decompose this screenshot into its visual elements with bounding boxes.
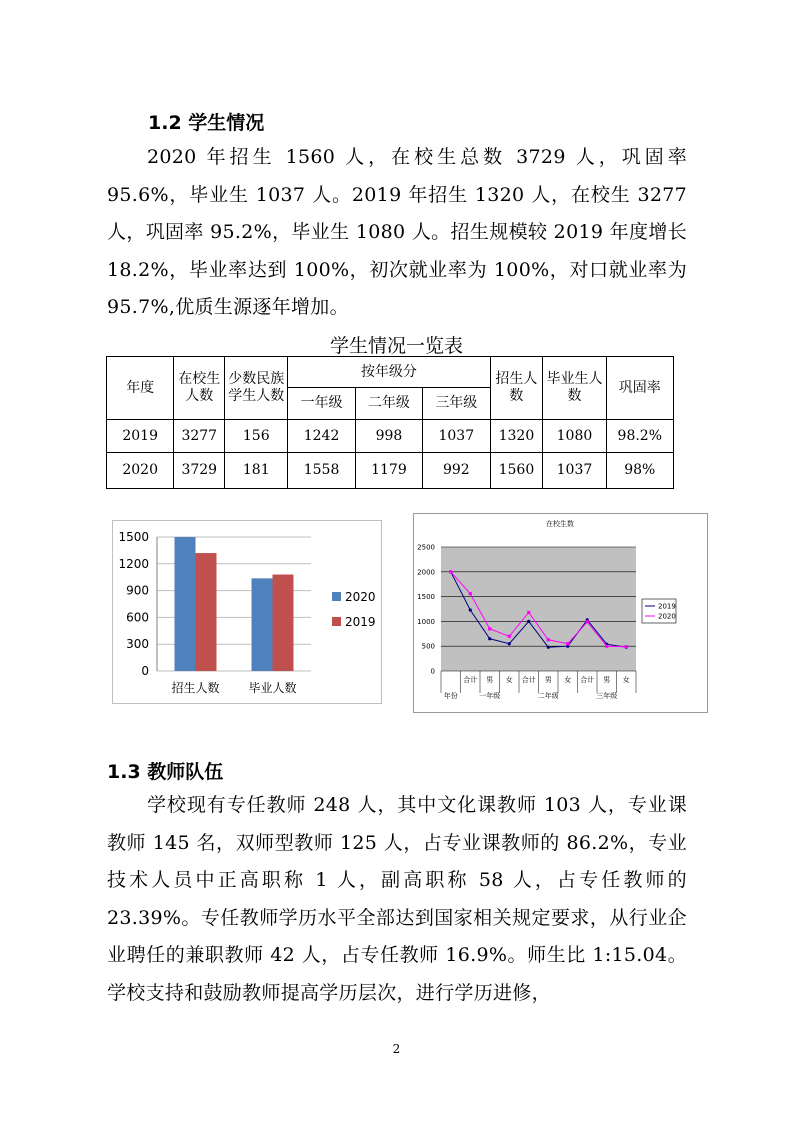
cell: 1558 bbox=[288, 453, 355, 489]
th-graduates: 毕业生人数 bbox=[543, 357, 606, 420]
bar-chart-frame bbox=[112, 520, 382, 704]
y-tick-label: 2000 bbox=[417, 568, 435, 577]
point-2020 bbox=[469, 592, 472, 595]
students-paragraph: 2020 年招生 1560 人，在校生总数 3729 人，巩固率 95.6%，毕业生 1037 人。2019 年招生 1320 人，在校生 3277 人，巩固率 95.2%，毕业生 1080 人。招生规模较 2019 年度增长 18.2%，毕业率达到 100%，初次就业率为 100%，对口就业率为 95.7%,优质生源逐年增加。 bbox=[107, 146, 687, 318]
y-tick-label: 1500 bbox=[417, 593, 435, 602]
x-tick-label: 女 bbox=[622, 676, 630, 684]
legend-swatch bbox=[332, 617, 341, 626]
cell: 181 bbox=[225, 453, 288, 489]
cell: 156 bbox=[225, 420, 288, 453]
th-enrolled: 在校生人数 bbox=[174, 357, 225, 420]
point-2019 bbox=[469, 608, 472, 611]
x-tick-label: 年份 bbox=[443, 692, 458, 700]
y-tick-label: 0 bbox=[141, 664, 149, 678]
bar-2019 bbox=[273, 575, 294, 671]
section-heading-students: 1.2 学生情况 bbox=[148, 112, 265, 134]
y-tick-label: 900 bbox=[126, 583, 149, 598]
th-admitted: 招生人数 bbox=[490, 357, 543, 420]
cell: 3729 bbox=[174, 453, 225, 489]
x-tick-label: 男 bbox=[486, 676, 494, 684]
x-group-label: 一年级 bbox=[479, 692, 501, 700]
point-2020 bbox=[508, 635, 511, 638]
point-2019 bbox=[527, 620, 530, 623]
teachers-paragraph: 学校现有专任教师 248 人，其中文化课教师 103 人，专业课教师 145 名，双师型教师 125 人，占专业课教师的 86.2%，专业技术人员中正高职称 1 人，副高职称 58 人，占专任教师的 23.39%。专任教师学历水平全部达到国家相关规定要求，从行业企业聘任的兼职教师 42 人，占专任教师 16.9%。师生比 1:15.04。学校支持和鼓励教师提高学历层次，进行学历进修， bbox=[107, 794, 687, 1004]
line-chart-frame bbox=[413, 513, 708, 713]
point-2019 bbox=[508, 642, 511, 645]
bar-2020 bbox=[175, 537, 196, 671]
x-tick-label: 男 bbox=[603, 676, 611, 684]
th-by-grade: 按年级分 bbox=[288, 357, 490, 388]
point-2020 bbox=[547, 638, 550, 641]
y-tick-label: 500 bbox=[421, 642, 435, 651]
x-group-label: 三年级 bbox=[596, 692, 618, 700]
y-tick-label: 1000 bbox=[417, 617, 435, 626]
cell: 1242 bbox=[288, 420, 355, 453]
legend-label: 2020 bbox=[658, 612, 676, 621]
page-number: 2 bbox=[392, 1042, 401, 1056]
x-group-label: 二年级 bbox=[537, 692, 559, 700]
point-2020 bbox=[586, 620, 589, 623]
y-tick-label: 1500 bbox=[118, 530, 149, 544]
students-table bbox=[106, 356, 674, 489]
cell: 998 bbox=[355, 420, 422, 453]
legend-swatch bbox=[332, 592, 341, 601]
y-tick-label: 600 bbox=[126, 610, 149, 625]
th-grade3: 三年级 bbox=[423, 388, 490, 420]
chart-title: 在校生数 bbox=[546, 520, 574, 528]
th-retention: 巩固率 bbox=[606, 357, 673, 420]
section-heading-teachers: 1.3 教师队伍 bbox=[107, 761, 224, 783]
legend-label: 2019 bbox=[658, 602, 676, 611]
x-tick-label: 女 bbox=[564, 676, 572, 684]
cell: 1080 bbox=[543, 420, 606, 453]
x-tick-label: 合计 bbox=[580, 676, 595, 684]
cell: 2019 bbox=[107, 420, 174, 453]
line-chart bbox=[414, 514, 707, 712]
cell: 98% bbox=[606, 453, 673, 489]
table-row bbox=[107, 420, 674, 453]
cell: 992 bbox=[423, 453, 490, 489]
y-tick-label: 0 bbox=[430, 667, 435, 676]
cell: 1560 bbox=[490, 453, 543, 489]
th-minority: 少数民族学生人数 bbox=[225, 357, 288, 420]
cell: 98.2% bbox=[606, 420, 673, 453]
th-grade2: 二年级 bbox=[355, 388, 422, 420]
point-2020 bbox=[605, 645, 608, 648]
y-tick-label: 2500 bbox=[417, 543, 435, 552]
point-2019 bbox=[547, 646, 550, 649]
x-tick-label: 招生人数 bbox=[171, 681, 220, 695]
bar-chart bbox=[113, 521, 381, 703]
cell: 1320 bbox=[490, 420, 543, 453]
cell: 2020 bbox=[107, 453, 174, 489]
x-tick-label: 合计 bbox=[521, 676, 536, 684]
bar-2019 bbox=[196, 553, 217, 671]
point-2020 bbox=[488, 627, 491, 630]
th-year: 年度 bbox=[107, 357, 174, 420]
table-caption: 学生情况一览表 bbox=[329, 335, 463, 357]
legend-label: 2019 bbox=[345, 615, 376, 629]
point-2020 bbox=[625, 645, 628, 648]
y-tick-label: 300 bbox=[126, 637, 149, 652]
cell: 1037 bbox=[423, 420, 490, 453]
cell: 1179 bbox=[355, 453, 422, 489]
x-tick-label: 毕业人数 bbox=[248, 681, 297, 695]
point-2020 bbox=[449, 570, 452, 573]
point-2019 bbox=[488, 637, 491, 640]
x-tick-label: 男 bbox=[544, 676, 552, 684]
y-tick-label: 1200 bbox=[118, 556, 149, 571]
x-tick-label: 合计 bbox=[463, 676, 478, 684]
point-2020 bbox=[527, 611, 530, 614]
x-tick-label: 女 bbox=[505, 676, 513, 684]
point-2020 bbox=[566, 642, 569, 645]
cell: 1037 bbox=[543, 453, 606, 489]
th-grade1: 一年级 bbox=[288, 388, 355, 420]
table-row bbox=[107, 453, 674, 489]
bar-2020 bbox=[252, 578, 273, 671]
cell: 3277 bbox=[174, 420, 225, 453]
legend-label: 2020 bbox=[345, 590, 376, 604]
